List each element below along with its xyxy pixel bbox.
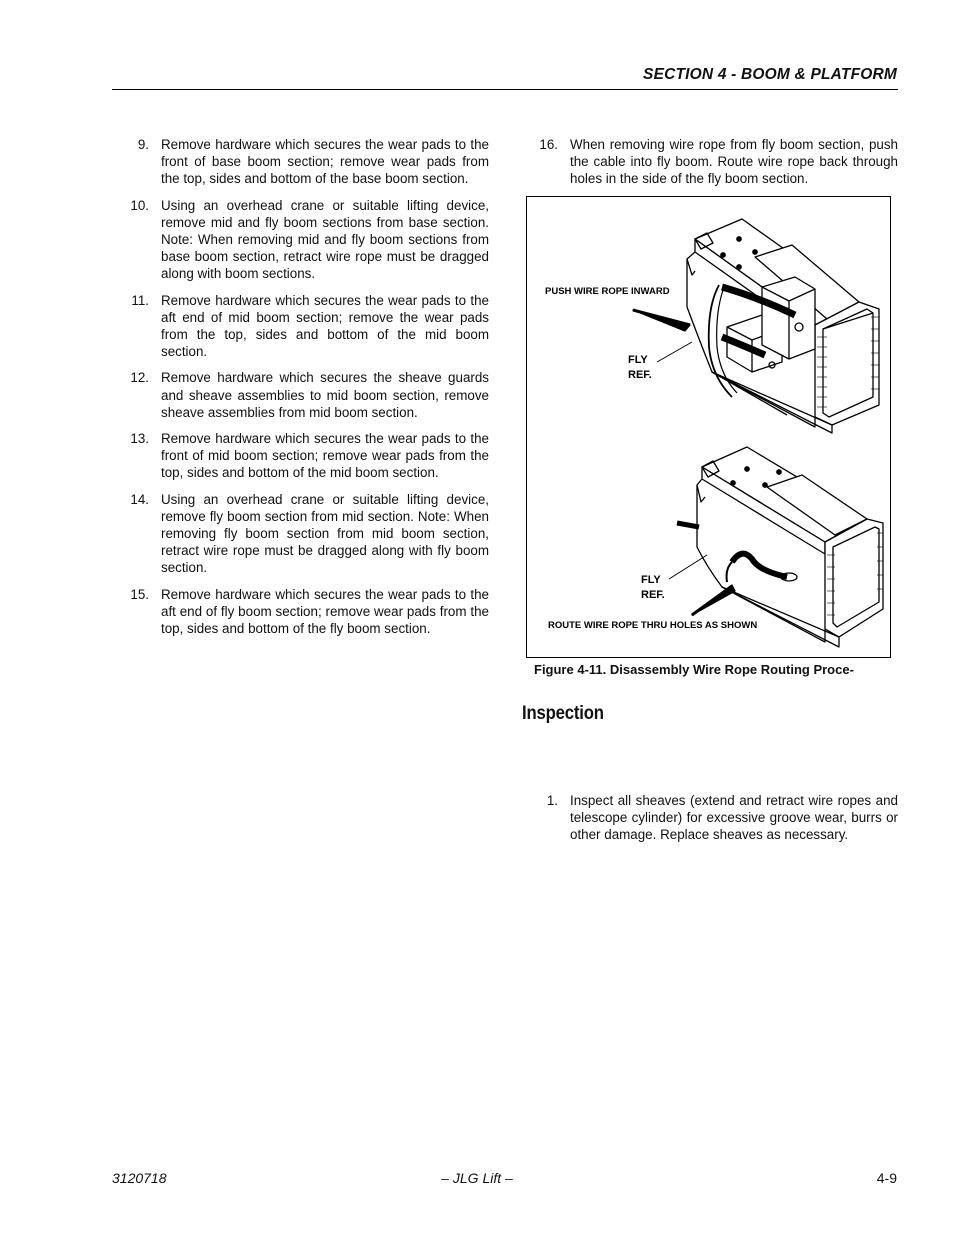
list-item	[125, 369, 489, 421]
label-fly-ref-bottom-2: REF.	[641, 589, 665, 601]
boom-illustration	[527, 197, 889, 656]
footer-page-number: 4-9	[876, 1170, 897, 1186]
step-number: 15.	[130, 586, 149, 602]
list-item	[534, 136, 898, 188]
label-fly-ref-top-2: REF.	[628, 369, 652, 381]
step-number: 9.	[137, 137, 149, 152]
list-item	[125, 491, 489, 577]
figure-wire-rope-routing	[526, 196, 891, 658]
footer-brand: – JLG Lift –	[441, 1170, 513, 1186]
list-item	[125, 197, 489, 283]
right-column	[534, 136, 898, 197]
left-column	[125, 136, 489, 646]
list-item	[125, 586, 489, 638]
step-text: Remove hardware which secures the wear pads to the aft end of mid boom section; remove the wear pads from the top, sides and bottom of the mid boom section.	[161, 292, 489, 360]
inspection-list	[534, 792, 898, 853]
step-text: Remove hardware which secures the sheave guards and sheave assemblies to mid boom section, remove sheave assemblies from mid boom section.	[161, 370, 489, 420]
step-number: 16.	[539, 137, 558, 152]
list-item	[125, 292, 489, 361]
label-route-wire-rope: ROUTE WIRE ROPE THRU HOLES AS SHOWN	[548, 620, 758, 631]
step-number: 11.	[131, 292, 149, 308]
step-number: 1.	[546, 793, 558, 808]
section-title: SECTION 4 - BOOM & PLATFORM	[643, 66, 897, 83]
list-item	[125, 136, 489, 188]
list-item	[125, 430, 489, 482]
header-divider	[112, 89, 898, 90]
inspection-heading: Inspection	[522, 703, 604, 724]
label-fly-ref-bottom-1: FLY	[641, 574, 661, 586]
step-number: 13.	[130, 431, 149, 447]
step-text: Inspect all sheaves (extend and retract wire ropes and telescope cylinder) for excessive groove wear, burrs or other damage. Replace sheaves as necessary.	[570, 793, 898, 843]
step-number: 14.	[130, 491, 149, 507]
list-item	[534, 792, 898, 844]
step-text: Remove hardware which secures the wear pads to the aft end of fly boom section; remove wear pads from the top, sides and bottom of the fly boom section.	[161, 586, 489, 637]
step-text: When removing wire rope from fly boom section, push the cable into fly boom. Route wire rope back through holes in the side of the fly boom section.	[570, 137, 898, 187]
label-push-wire-rope: PUSH WIRE ROPE INWARD	[545, 286, 670, 297]
step-text: Remove hardware which secures the wear pads to the front of base boom section; remove wear pads from the top, sides and bottom of the base boom section.	[161, 137, 489, 187]
step-number: 12.	[130, 370, 149, 386]
label-fly-ref-top-1: FLY	[628, 354, 648, 366]
step-number: 10.	[130, 197, 149, 213]
step-text: Using an overhead crane or suitable lifting device, remove mid and fly boom sections from base section. Note: When removing mid and fly boom sections from base boom section, retract wire rope must be dragged along with boom sections.	[161, 197, 489, 282]
footer-doc-number: 3120718	[112, 1170, 167, 1186]
step-text: Remove hardware which secures the wear pads to the front of mid boom section; remove wear pads from the top, sides and bottom of the mid boom section.	[161, 431, 489, 481]
step-text: Using an overhead crane or suitable lifting device, remove fly boom section from mid section. Note: When removing fly boom section from mid boom section, retract wire rope must be dragged along with fly boom section.	[161, 491, 489, 576]
figure-caption: Figure 4-11. Disassembly Wire Rope Routing Proce-	[534, 662, 854, 677]
